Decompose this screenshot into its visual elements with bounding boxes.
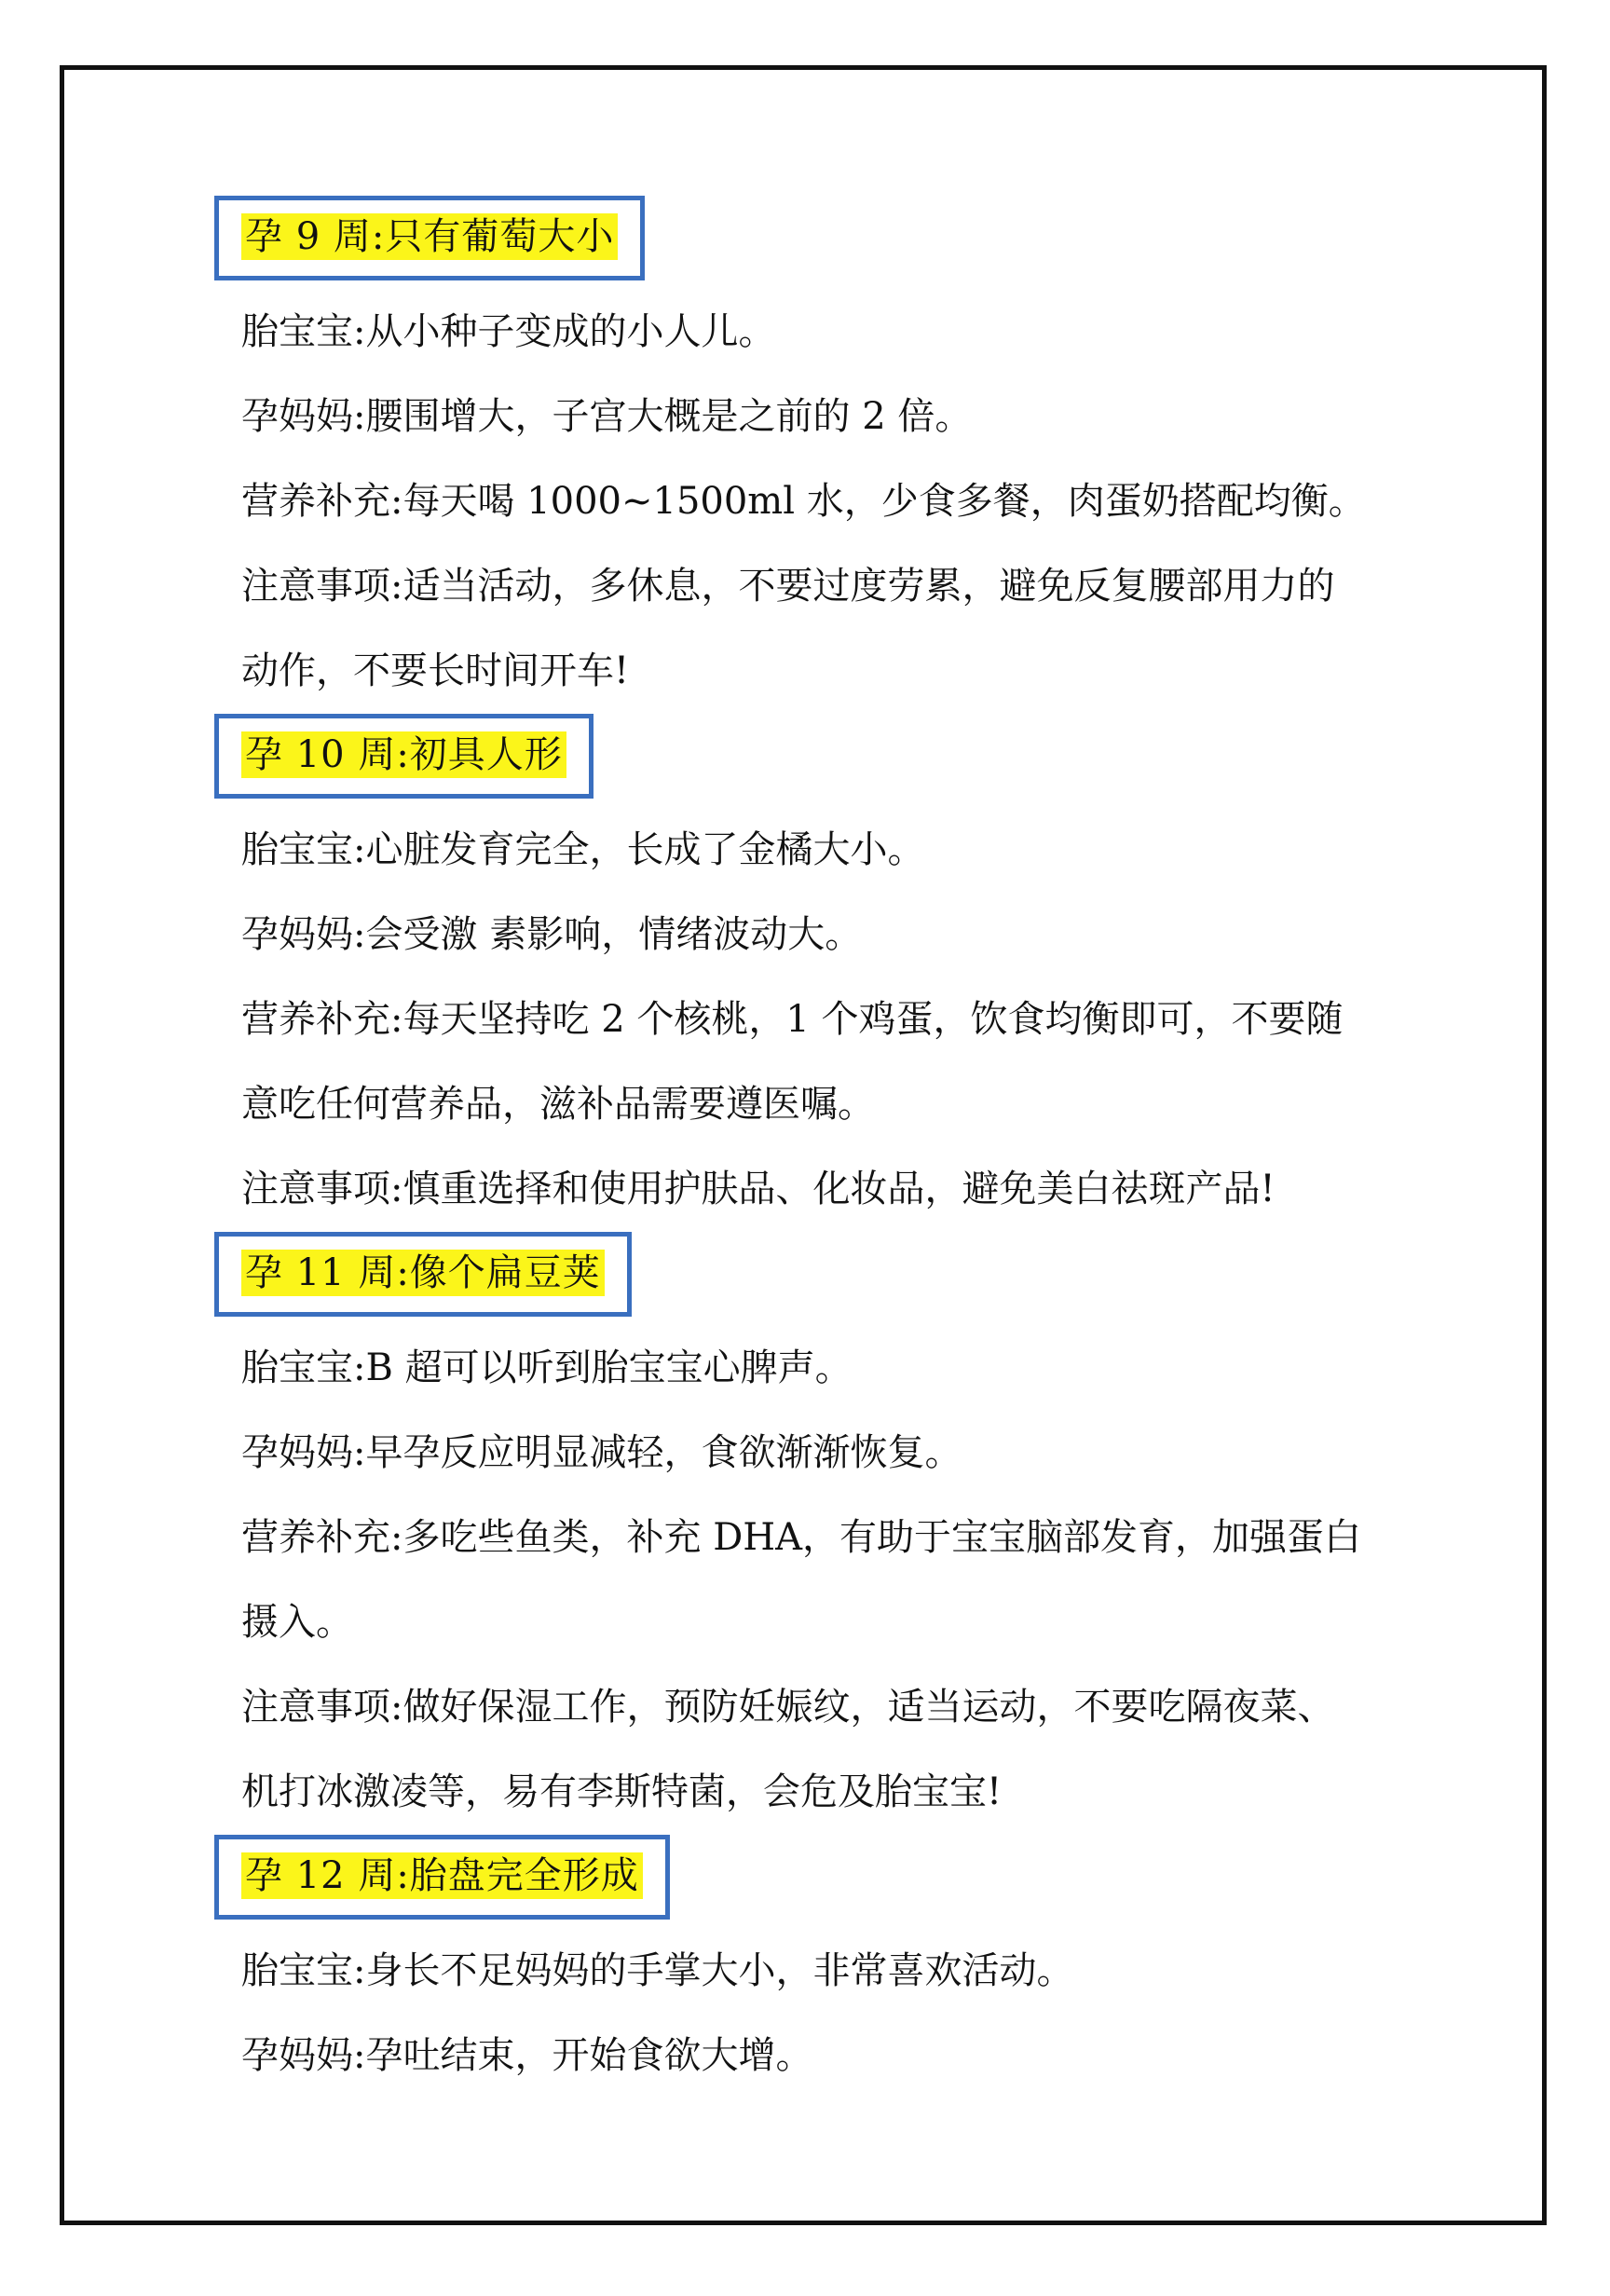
entry-nutrition: 营养补充:每天喝 1000~1500ml 水，少食多餐，肉蛋奶搭配均衡。: [241, 480, 1366, 523]
week-heading: 孕 12 周:胎盘完全形成: [241, 1852, 643, 1899]
entry-nutrition-continued: 意吃任何营养品，滋补品需要遵医嘱。: [241, 1083, 875, 1126]
entry-notes-continued: 机打冰激凌等，易有李斯特菌，会危及胎宝宝!: [241, 1770, 1003, 1813]
entry-notes: 注意事项:做好保湿工作，预防妊娠纹，适当运动，不要吃隔夜菜、: [241, 1686, 1335, 1729]
entry-fetus: 胎宝宝:心脏发育完全，长成了金橘大小。: [241, 828, 925, 871]
entry-fetus: 胎宝宝:B 超可以听到胎宝宝心脾声。: [241, 1346, 853, 1389]
entry-nutrition: 营养补充:多吃些鱼类，补充 DHA，有助于宝宝脑部发育，加强蛋白: [241, 1516, 1362, 1559]
entry-notes: 注意事项:慎重选择和使用护肤品、化妆品，避免美白祛斑产品!: [241, 1168, 1276, 1210]
week-heading: 孕 10 周:初具人形: [241, 731, 566, 778]
entry-fetus: 胎宝宝:从小种子变成的小人儿。: [241, 310, 776, 353]
week-heading: 孕 11 周:像个扁豆荚: [241, 1250, 605, 1296]
entry-fetus: 胎宝宝:身长不足妈妈的手掌大小，非常喜欢活动。: [241, 1949, 1074, 1992]
entry-mother: 孕妈妈:会受激 素影响，情绪波动大。: [241, 913, 863, 956]
section-week-12: [241, 1835, 1397, 2098]
entry-mother: 孕妈妈:早孕反应明显减轻，食欲渐渐恢复。: [241, 1431, 962, 1474]
section-week-9: [241, 196, 1397, 714]
week-heading-box: [214, 196, 645, 280]
section-week-10: [241, 714, 1397, 1232]
entry-nutrition: 营养补充:每天坚持吃 2 个核桃，1 个鸡蛋，饮食均衡即可，不要随: [241, 998, 1344, 1041]
week-heading-box: [214, 714, 594, 799]
entry-notes-continued: 动作，不要长时间开车!: [241, 649, 630, 692]
entry-nutrition-continued: 摄入。: [241, 1601, 353, 1644]
section-week-11: [241, 1232, 1397, 1835]
entry-notes: 注意事项:适当活动，多休息，不要过度劳累，避免反复腰部用力的: [241, 565, 1335, 608]
entry-mother: 孕妈妈:腰围增大，子宫大概是之前的 2 倍。: [241, 395, 973, 438]
entry-mother: 孕妈妈:孕吐结束，开始食欲大增。: [241, 2034, 813, 2077]
week-heading: 孕 9 周:只有葡萄大小: [241, 213, 618, 260]
week-heading-box: [214, 1835, 670, 1920]
week-heading-box: [214, 1232, 632, 1317]
document-content: [241, 196, 1397, 2098]
